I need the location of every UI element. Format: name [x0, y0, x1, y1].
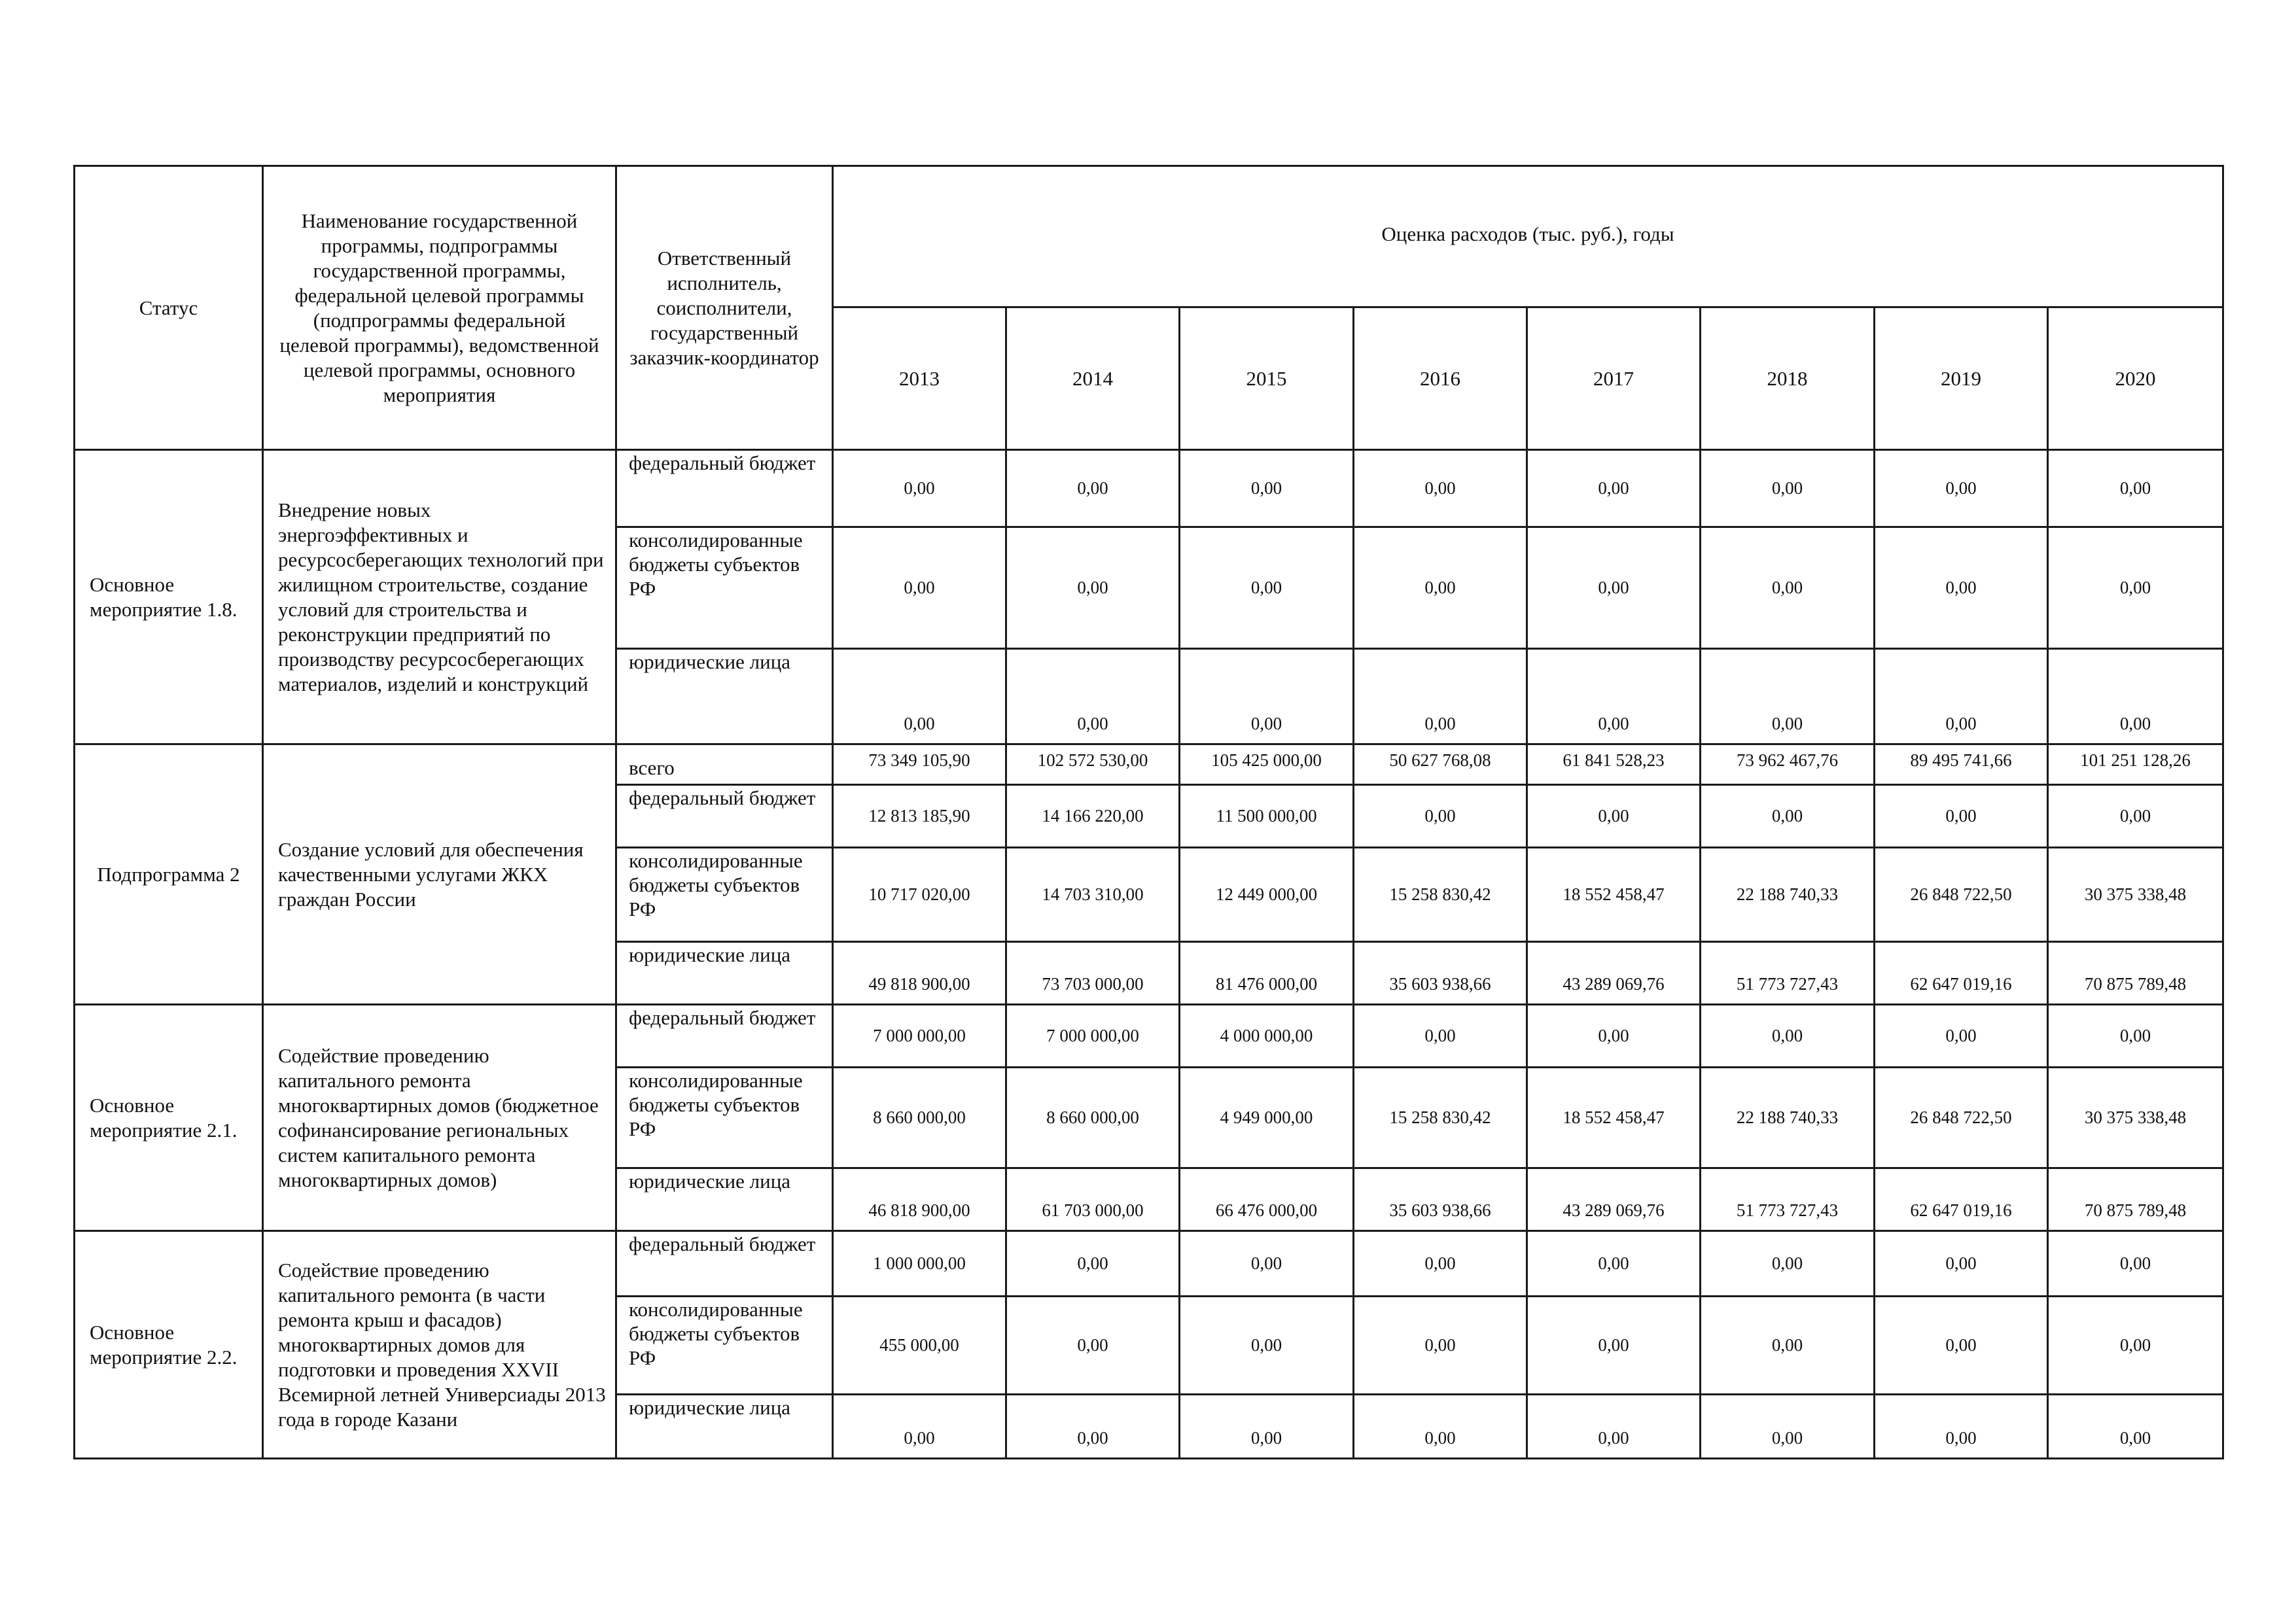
row-status: Подпрограмма 2	[75, 744, 263, 1005]
row-program-name: Создание условий для обеспечения качественными услугами ЖКХ граждан России	[263, 744, 616, 1005]
amount-cell: 73 703 000,00	[1006, 942, 1180, 1005]
amount-cell: 0,00	[1701, 527, 1875, 649]
header-row-top	[75, 166, 2223, 307]
funding-source: консолидированные бюджеты субъектов РФ	[616, 848, 833, 942]
amount-cell: 8 660 000,00	[833, 1068, 1006, 1168]
amount-cell: 30 375 338,48	[2048, 1068, 2223, 1168]
amount-cell: 0,00	[2048, 527, 2223, 649]
amount-cell: 4 949 000,00	[1180, 1068, 1354, 1168]
budget-table	[73, 165, 2224, 1459]
amount-cell: 89 495 741,66	[1875, 744, 2048, 785]
amount-cell: 0,00	[833, 527, 1006, 649]
amount-cell: 0,00	[2048, 649, 2223, 744]
amount-cell: 0,00	[1354, 785, 1527, 848]
amount-cell: 0,00	[1527, 1395, 1701, 1459]
amount-cell: 0,00	[1701, 649, 1875, 744]
amount-cell: 0,00	[1527, 1005, 1701, 1068]
amount-cell: 61 841 528,23	[1527, 744, 1701, 785]
amount-cell: 18 552 458,47	[1527, 848, 1701, 942]
amount-cell: 11 500 000,00	[1180, 785, 1354, 848]
amount-cell: 0,00	[1006, 1395, 1180, 1459]
amount-cell: 7 000 000,00	[833, 1005, 1006, 1068]
amount-cell: 0,00	[833, 450, 1006, 527]
table-row	[75, 1231, 2223, 1297]
amount-cell: 70 875 789,48	[2048, 1168, 2223, 1231]
header-year: 2020	[2048, 307, 2223, 450]
amount-cell: 0,00	[2048, 1231, 2223, 1297]
amount-cell: 10 717 020,00	[833, 848, 1006, 942]
row-program-name: Внедрение новых энергоэффективных и ресурсосберегающих технологий при жилищном строительстве, создание условий для строительства и реконструкции предприятий по производству ресурсосберегающих материалов, изделий и конструкций	[263, 450, 616, 744]
amount-cell: 102 572 530,00	[1006, 744, 1180, 785]
amount-cell: 0,00	[1701, 785, 1875, 848]
amount-cell: 0,00	[1527, 785, 1701, 848]
funding-source: консолидированные бюджеты субъектов РФ	[616, 1297, 833, 1395]
amount-cell: 0,00	[2048, 1005, 2223, 1068]
amount-cell: 62 647 019,16	[1875, 942, 2048, 1005]
amount-cell: 455 000,00	[833, 1297, 1006, 1395]
amount-cell: 0,00	[1180, 450, 1354, 527]
amount-cell: 35 603 938,66	[1354, 942, 1527, 1005]
funding-source: юридические лица	[616, 649, 833, 744]
amount-cell: 0,00	[1875, 450, 2048, 527]
table-row	[75, 1005, 2223, 1068]
amount-cell: 22 188 740,33	[1701, 848, 1875, 942]
amount-cell: 0,00	[1180, 649, 1354, 744]
amount-cell: 0,00	[1354, 1231, 1527, 1297]
amount-cell: 0,00	[1875, 785, 2048, 848]
amount-cell: 0,00	[2048, 785, 2223, 848]
amount-cell: 46 818 900,00	[833, 1168, 1006, 1231]
row-status: Основное мероприятие 2.1.	[75, 1005, 263, 1231]
amount-cell: 43 289 069,76	[1527, 942, 1701, 1005]
row-status: Основное мероприятие 2.2.	[75, 1231, 263, 1459]
amount-cell: 0,00	[1354, 527, 1527, 649]
amount-cell: 0,00	[1527, 450, 1701, 527]
amount-cell: 0,00	[1354, 450, 1527, 527]
amount-cell: 30 375 338,48	[2048, 848, 2223, 942]
amount-cell: 0,00	[1701, 1395, 1875, 1459]
funding-source: юридические лица	[616, 942, 833, 1005]
funding-source: консолидированные бюджеты субъектов РФ	[616, 527, 833, 649]
amount-cell: 62 647 019,16	[1875, 1168, 2048, 1231]
amount-cell: 0,00	[1527, 527, 1701, 649]
amount-cell: 26 848 722,50	[1875, 1068, 2048, 1168]
amount-cell: 0,00	[1875, 1231, 2048, 1297]
amount-cell: 101 251 128,26	[2048, 744, 2223, 785]
table-row	[75, 744, 2223, 785]
amount-cell: 12 813 185,90	[833, 785, 1006, 848]
amount-cell: 0,00	[1354, 1005, 1527, 1068]
amount-cell: 51 773 727,43	[1701, 942, 1875, 1005]
amount-cell: 0,00	[1527, 1297, 1701, 1395]
header-responsible: Ответственный исполнитель, соисполнители, государственный заказчик-координатор	[616, 166, 833, 450]
amount-cell: 0,00	[1701, 450, 1875, 527]
amount-cell: 15 258 830,42	[1354, 1068, 1527, 1168]
amount-cell: 0,00	[1006, 527, 1180, 649]
amount-cell: 12 449 000,00	[1180, 848, 1354, 942]
amount-cell: 15 258 830,42	[1354, 848, 1527, 942]
amount-cell: 0,00	[2048, 450, 2223, 527]
amount-cell: 35 603 938,66	[1354, 1168, 1527, 1231]
amount-cell: 0,00	[1180, 527, 1354, 649]
amount-cell: 73 349 105,90	[833, 744, 1006, 785]
row-program-name: Содействие проведению капитального ремонта (в части ремонта крыш и фасадов) многоквартирных домов для подготовки и проведения XXVII Всемирной летней Универсиады 2013 года в городе Казани	[263, 1231, 616, 1459]
amount-cell: 81 476 000,00	[1180, 942, 1354, 1005]
amount-cell: 26 848 722,50	[1875, 848, 2048, 942]
amount-cell: 0,00	[1701, 1297, 1875, 1395]
amount-cell: 0,00	[1006, 450, 1180, 527]
header-year: 2019	[1875, 307, 2048, 450]
funding-source: всего	[616, 744, 833, 785]
amount-cell: 66 476 000,00	[1180, 1168, 1354, 1231]
amount-cell: 0,00	[1701, 1231, 1875, 1297]
amount-cell: 0,00	[1701, 1005, 1875, 1068]
header-year: 2016	[1354, 307, 1527, 450]
amount-cell: 0,00	[1875, 1005, 2048, 1068]
header-year: 2017	[1527, 307, 1701, 450]
amount-cell: 0,00	[1875, 527, 2048, 649]
amount-cell: 0,00	[1527, 649, 1701, 744]
header-costs: Оценка расходов (тыс. руб.), годы	[833, 166, 2223, 307]
header-status: Статус	[75, 166, 263, 450]
amount-cell: 0,00	[1180, 1297, 1354, 1395]
funding-source: федеральный бюджет	[616, 1231, 833, 1297]
amount-cell: 0,00	[1006, 649, 1180, 744]
funding-source: юридические лица	[616, 1168, 833, 1231]
amount-cell: 0,00	[1180, 1395, 1354, 1459]
funding-source: федеральный бюджет	[616, 1005, 833, 1068]
amount-cell: 4 000 000,00	[1180, 1005, 1354, 1068]
header-year: 2015	[1180, 307, 1354, 450]
amount-cell: 1 000 000,00	[833, 1231, 1006, 1297]
amount-cell: 73 962 467,76	[1701, 744, 1875, 785]
amount-cell: 0,00	[1875, 1297, 2048, 1395]
amount-cell: 43 289 069,76	[1527, 1168, 1701, 1231]
header-year: 2013	[833, 307, 1006, 450]
funding-source: юридические лица	[616, 1395, 833, 1459]
amount-cell: 105 425 000,00	[1180, 744, 1354, 785]
amount-cell: 0,00	[1354, 1395, 1527, 1459]
amount-cell: 0,00	[2048, 1297, 2223, 1395]
budget-table-container	[73, 165, 2222, 1459]
amount-cell: 0,00	[2048, 1395, 2223, 1459]
table-row	[75, 450, 2223, 527]
amount-cell: 7 000 000,00	[1006, 1005, 1180, 1068]
funding-source: консолидированные бюджеты субъектов РФ	[616, 1068, 833, 1168]
amount-cell: 0,00	[1875, 649, 2048, 744]
amount-cell: 14 703 310,00	[1006, 848, 1180, 942]
funding-source: федеральный бюджет	[616, 450, 833, 527]
header-year: 2014	[1006, 307, 1180, 450]
amount-cell: 49 818 900,00	[833, 942, 1006, 1005]
amount-cell: 18 552 458,47	[1527, 1068, 1701, 1168]
amount-cell: 0,00	[1006, 1297, 1180, 1395]
amount-cell: 0,00	[1006, 1231, 1180, 1297]
amount-cell: 0,00	[833, 649, 1006, 744]
amount-cell: 70 875 789,48	[2048, 942, 2223, 1005]
amount-cell: 0,00	[1354, 649, 1527, 744]
amount-cell: 0,00	[1527, 1231, 1701, 1297]
row-status: Основное мероприятие 1.8.	[75, 450, 263, 744]
amount-cell: 22 188 740,33	[1701, 1068, 1875, 1168]
amount-cell: 61 703 000,00	[1006, 1168, 1180, 1231]
header-year: 2018	[1701, 307, 1875, 450]
amount-cell: 0,00	[1875, 1395, 2048, 1459]
amount-cell: 0,00	[833, 1395, 1006, 1459]
amount-cell: 51 773 727,43	[1701, 1168, 1875, 1231]
amount-cell: 8 660 000,00	[1006, 1068, 1180, 1168]
amount-cell: 0,00	[1180, 1231, 1354, 1297]
amount-cell: 50 627 768,08	[1354, 744, 1527, 785]
amount-cell: 0,00	[1354, 1297, 1527, 1395]
funding-source: федеральный бюджет	[616, 785, 833, 848]
header-program-name: Наименование государственной программы, подпрограммы государственной программы, федеральной целевой программы (подпрограммы федеральной целевой программы), ведомственной целевой программы, основного мероприятия	[263, 166, 616, 450]
amount-cell: 14 166 220,00	[1006, 785, 1180, 848]
row-program-name: Содействие проведению капитального ремонта многоквартирных домов (бюджетное софинансирование региональных систем капитального ремонта многоквартирных домов)	[263, 1005, 616, 1231]
